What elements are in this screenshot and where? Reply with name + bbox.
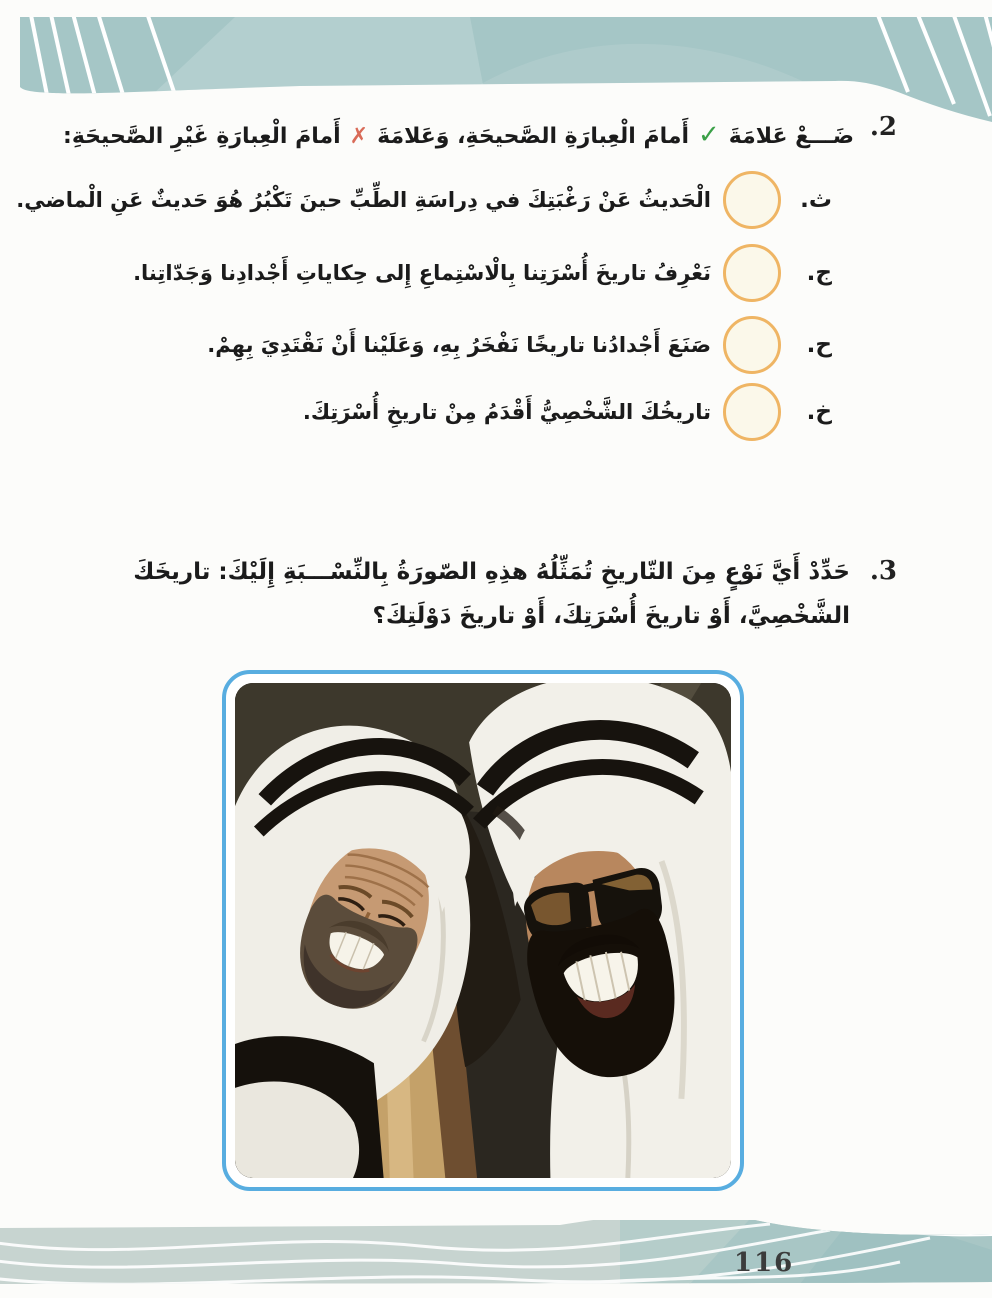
question-number-3: 3. — [869, 556, 897, 586]
photo-illustration — [235, 683, 731, 1178]
statement-letter: ث. — [800, 187, 832, 213]
statement-row — [207, 317, 832, 373]
question-number-2: 2. — [869, 112, 897, 142]
question-2-prompt — [63, 115, 854, 157]
question-3-text: حَدِّدْ أَيَّ نَوْعٍ مِنَ التّاريخِ تُمَثِّلُهُ هذِهِ الصّورَةُ بِالنِّسْـــبَةِ إِلَيْكَ: تاريخَكَ الشَّخْصِيَّ، أَوْ تاريخَ أُسْرَتِكَ، أَوْ تاريخَ دَوْلَتِكَ؟ — [133, 559, 850, 629]
q2-prompt-end: أَمامَ الْعِبارَةِ غَيْرِ الصَّحيحَةِ: — [63, 124, 341, 149]
statement-letter: خ. — [806, 399, 832, 425]
answer-circle[interactable] — [723, 383, 781, 441]
header-band-graphic — [0, 0, 992, 132]
x-icon: ✗ — [349, 124, 369, 149]
answer-circle[interactable] — [723, 171, 781, 229]
page-number: 116 — [734, 1248, 795, 1278]
footer-band-graphic — [0, 1220, 992, 1298]
statement-row — [133, 245, 832, 301]
statement-letter: ح. — [806, 332, 832, 358]
q2-prompt-mid: أَمامَ الْعِبارَةِ الصَّحيحَةِ، وَعَلامَةَ — [377, 124, 689, 149]
q2-prompt-start: ضَـــعْ عَلامَةَ — [728, 124, 854, 149]
statement-text: تاريخُكَ الشَّخْصِيُّ أَقْدَمُ مِنْ تاريخِ أُسْرَتِكَ. — [302, 400, 711, 424]
statement-text: الْحَديثُ عَنْ رَغْبَتِكَ في دِراسَةِ الطِّبِّ حينَ تَكْبُرُ هُوَ حَديثٌ عَنِ الْماضي. — [16, 188, 711, 212]
statement-text: نَعْرِفُ تاريخَ أُسْرَتِنا بِالْاسْتِماعِ إِلى حِكاياتِ أَجْدادِنا وَجَدّاتِنا. — [133, 261, 711, 285]
check-icon: ✓ — [698, 120, 720, 150]
footer-decoration — [0, 1220, 992, 1298]
photo-two-men-traditional-dress — [235, 683, 731, 1178]
statement-row — [16, 172, 832, 228]
answer-circle[interactable] — [723, 316, 781, 374]
statement-text: صَنَعَ أَجْدادُنا تاريخًا نَفْخَرُ بِهِ، وَعَلَيْنا أَنْ نَقْتَدِيَ بِهِمْ. — [207, 333, 711, 357]
answer-circle[interactable] — [723, 244, 781, 302]
statement-letter: ج. — [806, 260, 832, 286]
question-photo — [222, 670, 744, 1191]
header-decoration — [0, 0, 992, 132]
statement-row — [303, 384, 832, 440]
